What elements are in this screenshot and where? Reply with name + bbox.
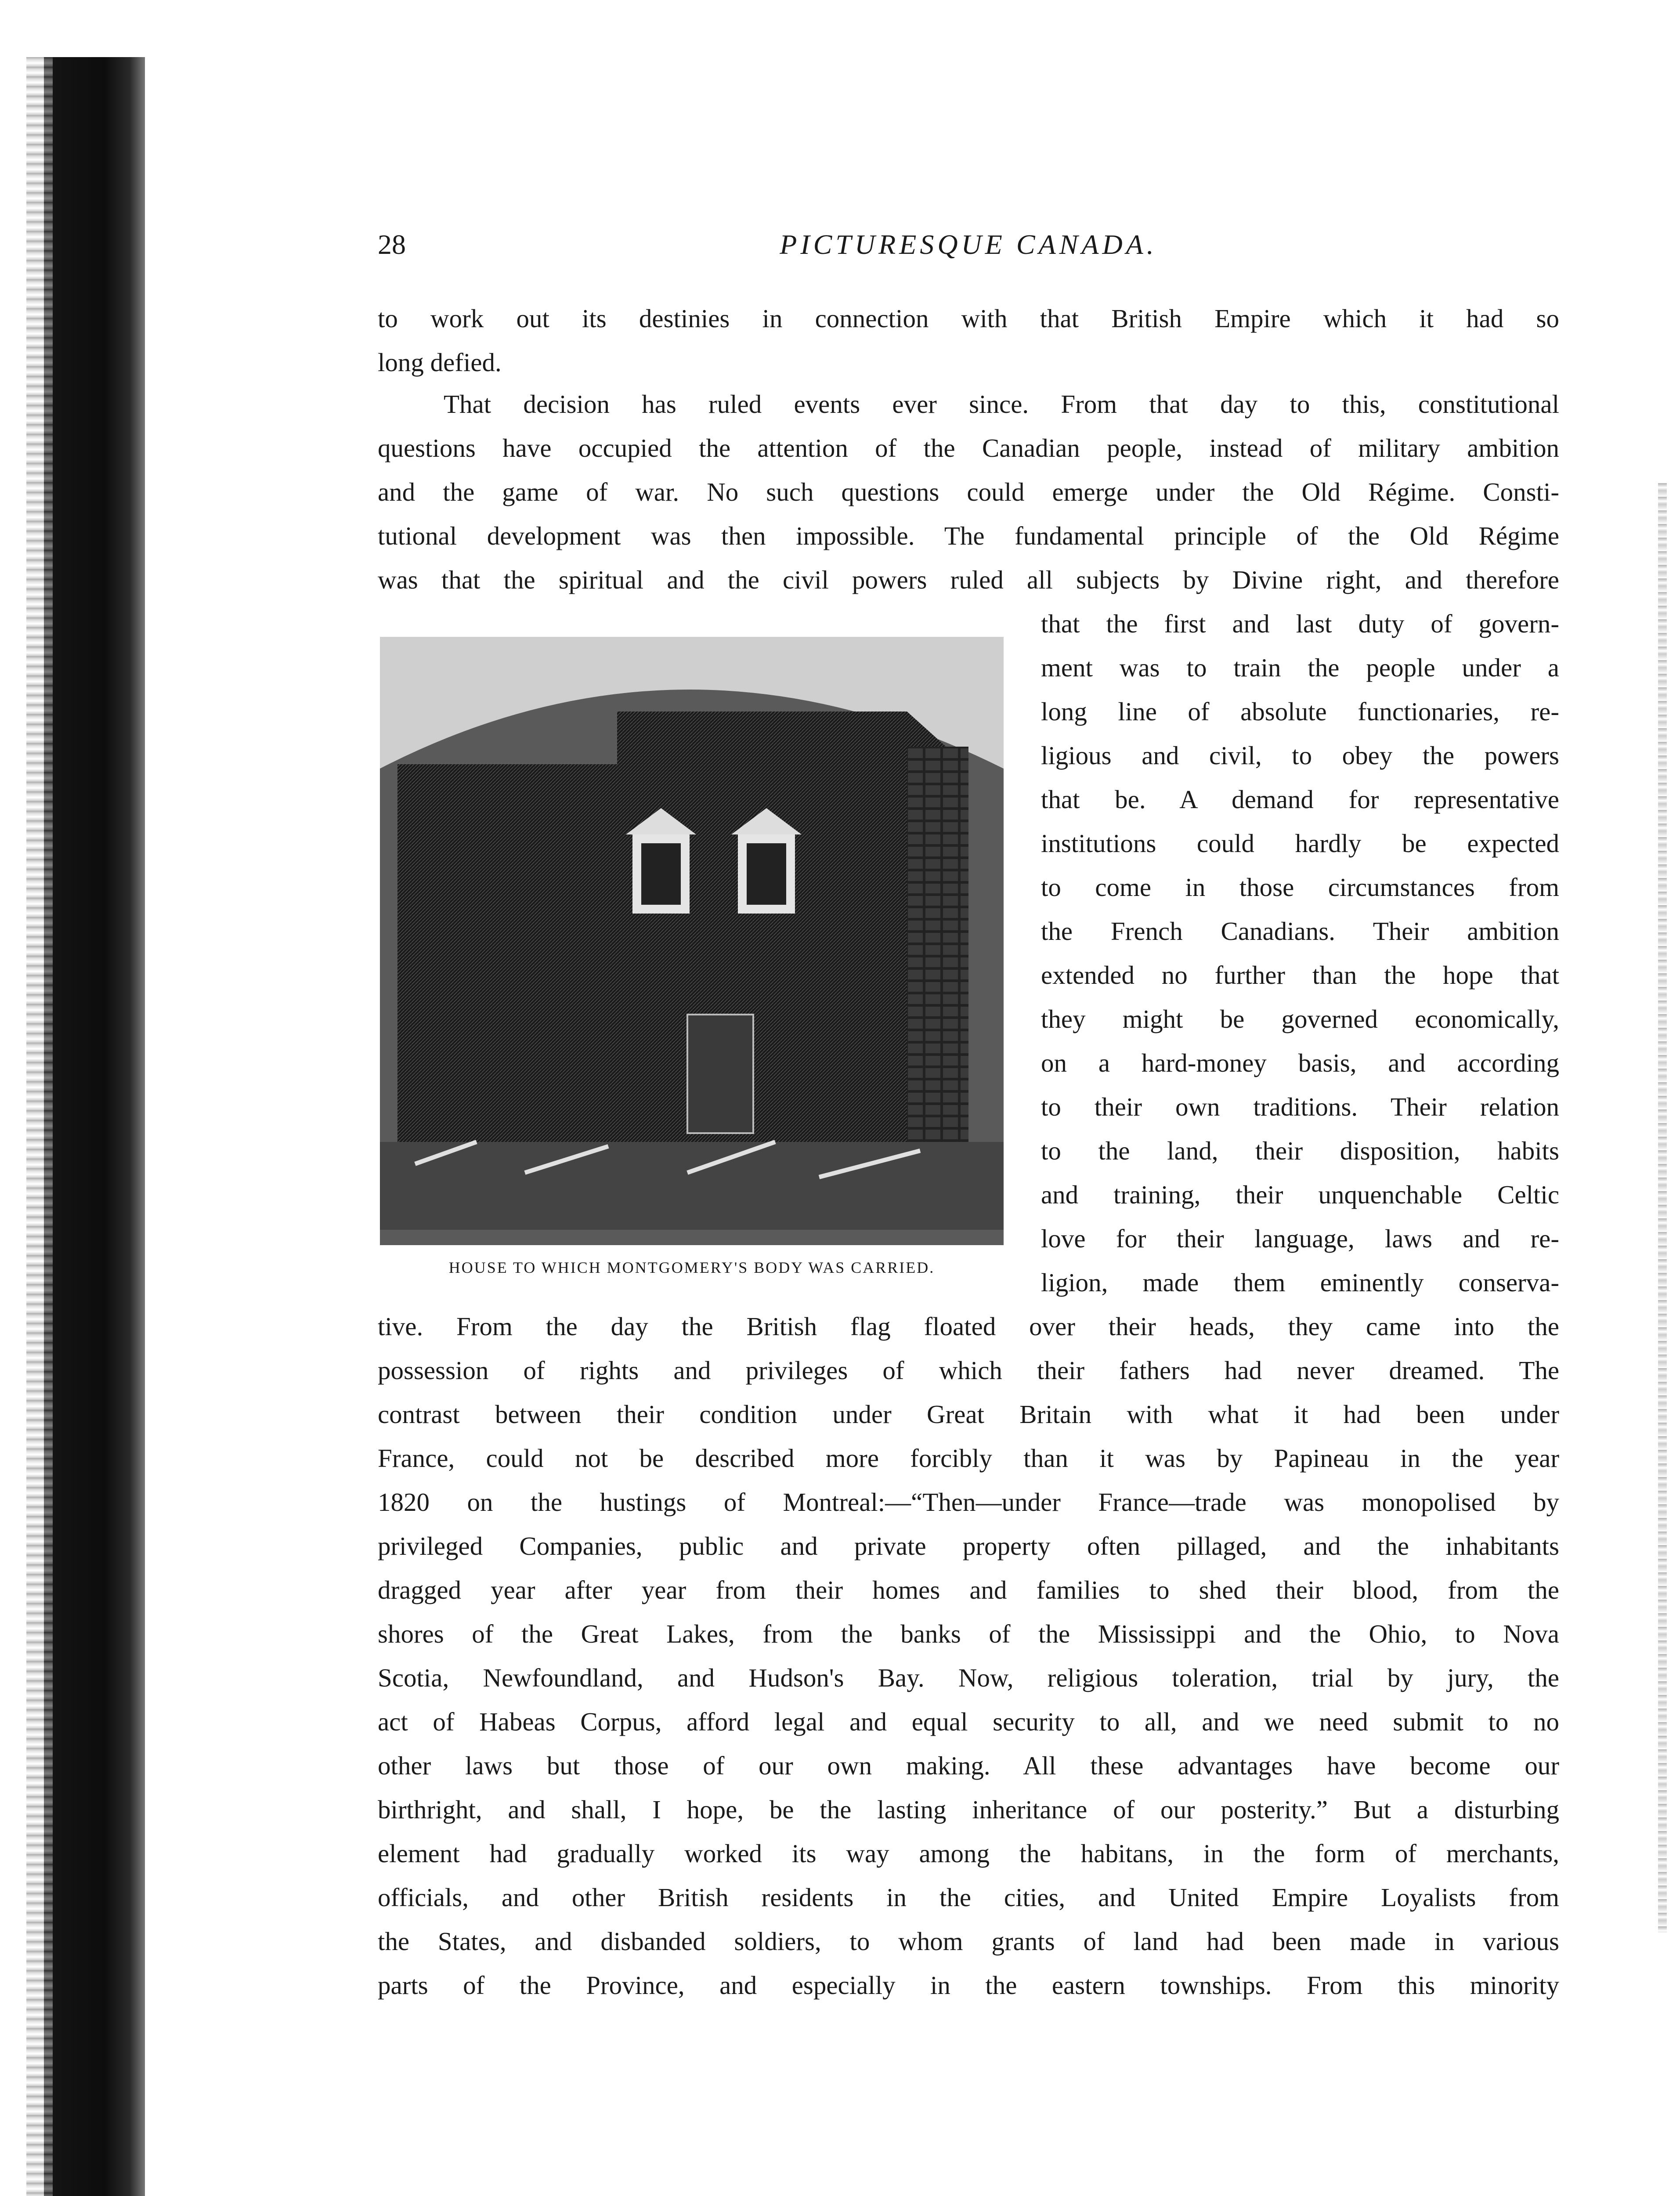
body-line: Scotia, Newfoundland, and Hudson's Bay. Now, religious toleration, trial by jury, the: [378, 1663, 1559, 1692]
body-line: and the game of war. No such questions could emerge under the Old Régime. Consti-: [378, 477, 1559, 506]
body-line: privileged Companies, public and private property often pillaged, and the inhabitants: [378, 1531, 1559, 1560]
body-line: shores of the Great Lakes, from the banks of the Mississippi and the Ohio, to Nova: [378, 1619, 1559, 1648]
body-line: parts of the Province, and especially in the eastern townships. From this minority: [378, 1971, 1559, 2000]
body-line: to work out its destinies in connection with that British Empire which it had so: [378, 304, 1559, 333]
body-line: was that the spiritual and the civil powers ruled all subjects by Divine right, and therefore: [378, 565, 1559, 594]
body-line: they might be governed economically,: [1041, 1004, 1559, 1033]
body-line: dragged year after year from their homes and families to shed their blood, from the: [378, 1575, 1559, 1604]
running-title: PICTURESQUE CANADA.: [780, 229, 1157, 260]
body-line: other laws but those of our own making. All these advantages have become our: [378, 1751, 1559, 1780]
body-line: 1820 on the hustings of Montreal:—“Then—under France—trade was monopolised by: [378, 1488, 1559, 1517]
body-line: tive. From the day the British flag floated over their heads, they came into the: [378, 1312, 1559, 1341]
body-line: and training, their unquenchable Celtic: [1041, 1180, 1559, 1209]
body-line: contrast between their condition under Great Britain with what it had been under: [378, 1400, 1559, 1429]
page-number: 28: [378, 229, 406, 260]
body-line: on a hard-money basis, and according: [1041, 1048, 1559, 1077]
body-line: to come in those circumstances from: [1041, 873, 1559, 902]
figure-caption: HOUSE TO WHICH MONTGOMERY'S BODY WAS CARRIED.: [448, 1259, 935, 1276]
scan-binding-edge: [44, 57, 145, 2196]
body-line: love for their language, laws and re-: [1041, 1224, 1559, 1253]
house-illustration: [380, 637, 1004, 1245]
body-line: long line of absolute functionaries, re-: [1041, 697, 1559, 726]
body-line: ligion, made them eminently conserva-: [1041, 1268, 1559, 1297]
body-line: that the first and last duty of govern-: [1041, 609, 1559, 638]
scan-right-edge: [1658, 483, 1667, 1932]
body-line: ligious and civil, to obey the powers: [1041, 741, 1559, 770]
body-line: act of Habeas Corpus, afford legal and equal security to all, and we need submit to no: [378, 1707, 1559, 1736]
body-line: ment was to train the people under a: [1041, 653, 1559, 682]
body-line: France, could not be described more forcibly than it was by Papineau in the year: [378, 1444, 1559, 1473]
body-line: long defied.: [378, 348, 502, 377]
body-line: questions have occupied the attention of the Canadian people, instead of military ambition: [378, 433, 1559, 462]
body-line: possession of rights and privileges of which their fathers had never dreamed. The: [378, 1356, 1559, 1385]
body-line: extended no further than the hope that: [1041, 961, 1559, 990]
body-line: the States, and disbanded soldiers, to whom grants of land had been made in various: [378, 1927, 1559, 1956]
body-line: That decision has ruled events ever since. From that day to this, constitutional: [444, 390, 1559, 419]
body-line: element had gradually worked its way among the habitans, in the form of merchants,: [378, 1839, 1559, 1868]
body-line: birthright, and shall, I hope, be the lasting inheritance of our posterity.” But a disturbing: [378, 1795, 1559, 1824]
body-line: the French Canadians. Their ambition: [1041, 917, 1559, 946]
body-line: institutions could hardly be expected: [1041, 829, 1559, 858]
body-line: officials, and other British residents in the cities, and United Empire Loyalists from: [378, 1883, 1559, 1912]
house-engraving: [380, 637, 1004, 1245]
running-head: [378, 228, 1559, 268]
body-line: to their own traditions. Their relation: [1041, 1092, 1559, 1121]
body-line: tutional development was then impossible. The fundamental principle of the Old Régime: [378, 521, 1559, 550]
body-line: that be. A demand for representative: [1041, 785, 1559, 814]
body-line: to the land, their disposition, habits: [1041, 1136, 1559, 1165]
